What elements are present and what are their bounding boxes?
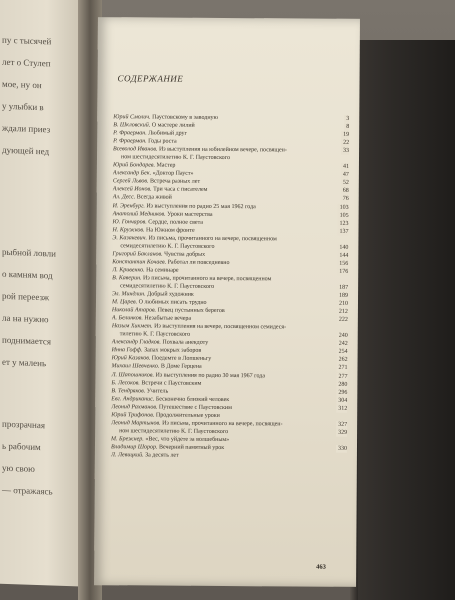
toc-author: Юрий Казаков. (111, 355, 151, 362)
left-page-text-line: дующей нед (2, 144, 50, 157)
toc-title: семидесятилетию К. Г. Паустовского (120, 243, 215, 250)
toc-title: Путешествие с Паустовским (158, 404, 232, 411)
toc-author: Леонид Мартынов. (111, 419, 161, 427)
toc-page-number: 189 (337, 292, 348, 300)
toc-title: Продолжительные уроки (155, 412, 220, 419)
toc-title: Встреча разных лет (149, 178, 201, 186)
toc-page-number: 327 (336, 421, 347, 429)
toc-title: Из выступления на вечере, посвященном семидеся- (154, 323, 287, 331)
toc-page-number: 280 (336, 380, 347, 388)
toc-page-number: 22 (341, 139, 349, 147)
toc-page-number: 41 (341, 163, 349, 171)
toc-page-number: 137 (337, 227, 348, 235)
book-cover (350, 40, 455, 600)
toc-author: Николай Атаров. (111, 307, 157, 314)
toc-title: Из выступления на юбилейном вечере, посвящен- (158, 146, 287, 154)
toc-title: Из письма, прочитанного на вечере, посвященном (143, 275, 272, 283)
toc-title: Три часа с писателем (153, 186, 208, 194)
toc-author: Юрий Трифонов. (111, 411, 155, 419)
toc-title: Чувства добрых (164, 251, 206, 258)
toc-page-number: 47 (341, 171, 349, 179)
toc-page-number: 329 (336, 429, 347, 437)
toc-page-number: 123 (338, 219, 349, 227)
toc-page-number: 3 (344, 115, 349, 123)
toc-author: Эл. Миндлин. (112, 291, 146, 298)
toc-page-number: 277 (336, 372, 347, 380)
toc-author: В. Тендряков. (111, 387, 146, 395)
toc-page-number: 240 (337, 332, 348, 340)
toc-page-number: 304 (336, 396, 347, 404)
toc-title: В Доме Герцена (160, 363, 202, 371)
left-page-text-line: — отражаясь (2, 484, 53, 497)
toc-page-number: 271 (337, 364, 348, 372)
toc-author: Алексей Ионов. (112, 186, 152, 193)
toc-title: Мастер (156, 162, 176, 169)
toc-author: Михаил Шевченко. (111, 363, 160, 370)
toc-page-number: 8 (344, 123, 349, 131)
toc-title: Из письма, прочитанного на вечере, посвящен- (162, 420, 283, 428)
toc-page-number: 242 (337, 340, 348, 348)
left-page-text-line: о камням вод (2, 268, 53, 281)
left-page-text-line: поднимается (2, 334, 52, 347)
toc-author: Григорий Бакланов. (112, 250, 163, 258)
toc-title: На Южном фронте (145, 227, 195, 234)
toc-page-number: 187 (337, 284, 348, 292)
toc-title: Любимый друг (148, 130, 188, 137)
left-page-text-line: ет у малень (2, 356, 47, 369)
left-page-text-line: у улыбки в (2, 100, 44, 113)
left-page (0, 0, 85, 587)
toc-title: Вечерний памятный урок (158, 444, 225, 451)
toc-author: Н. Кружков. (112, 226, 145, 234)
toc-page-number: 156 (337, 260, 348, 268)
toc-title: На семинаре (146, 267, 179, 274)
toc-title: «Доктор Пауст» (152, 170, 194, 178)
left-page-text-line: ь рабочим (2, 440, 41, 453)
toc-author: М. Брежнер. (111, 436, 144, 443)
toc-author: В. Шкловский. (113, 122, 151, 129)
toc-author: Юрий Смолич. (113, 114, 151, 121)
toc-page-number: 222 (337, 316, 348, 324)
toc-page-number: 296 (336, 388, 347, 396)
table-of-contents (111, 113, 349, 461)
toc-page-number: 144 (337, 252, 348, 260)
left-page-text-line: ую свою (2, 462, 35, 474)
page-title: СОДЕРЖАНИЕ (117, 73, 184, 84)
toc-title: Из выступления по радио 30 мая 1967 года (155, 372, 266, 379)
toc-author: Р. Фраерман. (113, 138, 147, 145)
toc-author: Р. Фраерман. (113, 130, 147, 137)
toc-title: Из выступления по радио 25 мая 1962 года (146, 202, 256, 210)
toc-author: Анатолий Медников. (112, 210, 166, 218)
left-page-text-line: прозрачная (2, 418, 45, 431)
toc-page-number: 176 (337, 268, 348, 276)
toc-page-number: 103 (338, 203, 349, 211)
toc-title: О мастере лилий (151, 122, 195, 129)
toc-author: А. Белинков. (111, 315, 143, 322)
toc-page-number: 52 (341, 179, 349, 187)
toc-page-number: 210 (337, 300, 348, 308)
toc-page-number: 330 (336, 445, 347, 453)
toc-author: Ю. Гончаров. (112, 218, 147, 226)
right-page (94, 17, 360, 587)
toc-title: Работал ли повседневно (167, 259, 230, 266)
toc-author: Евг. Андриканис. (111, 395, 155, 403)
toc-author: Юрий Бондарев. (112, 162, 155, 169)
left-page-text-line: рой переезж (2, 290, 50, 303)
toc-title: Бесконечно близкий человек (155, 396, 230, 403)
toc-title: тилетию К. Г. Паустовского (119, 331, 191, 339)
toc-page-number: 212 (337, 308, 348, 316)
toc-author: Л. Шапошников. (111, 371, 155, 378)
toc-title: Паустовскому в заводную (152, 114, 219, 121)
toc-page-number: 140 (337, 244, 348, 252)
toc-author: Назым Хикмет. (111, 323, 153, 330)
toc-title: За десять лет (145, 452, 179, 459)
toc-author: Сергей Львов. (112, 178, 149, 185)
toc-author: Э. Казакевич. (112, 234, 148, 242)
toc-title: Годы роста (148, 138, 177, 145)
left-page-text-line: ла на нужно (2, 312, 49, 325)
toc-author: Всеволод Иванов. (113, 146, 158, 153)
toc-title: ном шестидесятилетию К. Г. Паустовского (119, 428, 229, 435)
toc-page-number: 254 (337, 348, 348, 356)
toc-author: Леонид Рахманов. (111, 403, 158, 411)
left-page-text-line: пу с тысячей (2, 34, 52, 47)
toc-author: Владимир Шорор. (110, 444, 158, 451)
toc-title: Встречи с Паустовским (141, 379, 202, 387)
left-page-text-line: мое, ну он (2, 78, 42, 91)
toc-author: М. Царев. (111, 299, 138, 306)
toc-title: Запах мокрых заборов (144, 347, 202, 355)
toc-entry (111, 451, 347, 461)
toc-title: О любимых писать трудно (138, 299, 207, 306)
toc-author: Б. Лесоков. (111, 379, 140, 386)
left-page-text-line: рыбной ловли (2, 246, 56, 259)
toc-title: «Вес, что уйдете за волшебным» (145, 436, 230, 443)
toc-author: И. Эренбург. (112, 202, 145, 209)
toc-page-number: 262 (337, 356, 348, 364)
toc-author: Александр Гладков. (111, 339, 161, 346)
toc-title: Похвала анекдоту (162, 339, 209, 347)
toc-author: Л. Кривенко. (112, 267, 145, 274)
toc-title: Из письма, прочитанного на вечере, посвященном (148, 235, 277, 243)
page-number: 463 (316, 563, 326, 571)
toc-author: Константин Кочаев. (112, 259, 167, 266)
toc-author: В. Каверин. (112, 275, 142, 282)
toc-title: семидесятилетию К. Г. Паустовского (120, 283, 215, 290)
toc-title: Поедемте в Лопшеньгу (151, 355, 212, 363)
toc-author: Александр Бек. (112, 170, 152, 177)
toc-author: Инна Гофф. (111, 347, 143, 354)
toc-page-number: 33 (341, 147, 349, 155)
toc-author: Л. Левицкий. (110, 452, 144, 459)
toc-page-number: 68 (341, 187, 349, 195)
toc-page-number: 105 (338, 211, 349, 219)
left-page-text-line: лет о Стулеп (2, 56, 51, 69)
left-page-text-line: ждали приез (2, 122, 51, 135)
toc-title: Добрый художник (147, 291, 194, 298)
toc-title: Сердце, полное света (148, 219, 203, 226)
toc-author: Ал. Десс. (112, 194, 136, 201)
toc-title: Певец пустынных берегов (157, 307, 225, 315)
toc-page-number: 19 (341, 131, 349, 139)
toc-title: Всегда живой (136, 194, 172, 202)
toc-page-number: 76 (341, 195, 349, 203)
toc-title: Незабытые вечера (144, 315, 192, 322)
toc-title: Уроки мастерства (167, 211, 213, 218)
toc-title: ном шестидесятилетию К. Г. Паустовского (120, 154, 231, 162)
toc-title: Учитель (146, 388, 169, 395)
toc-page-number: 312 (336, 404, 347, 412)
